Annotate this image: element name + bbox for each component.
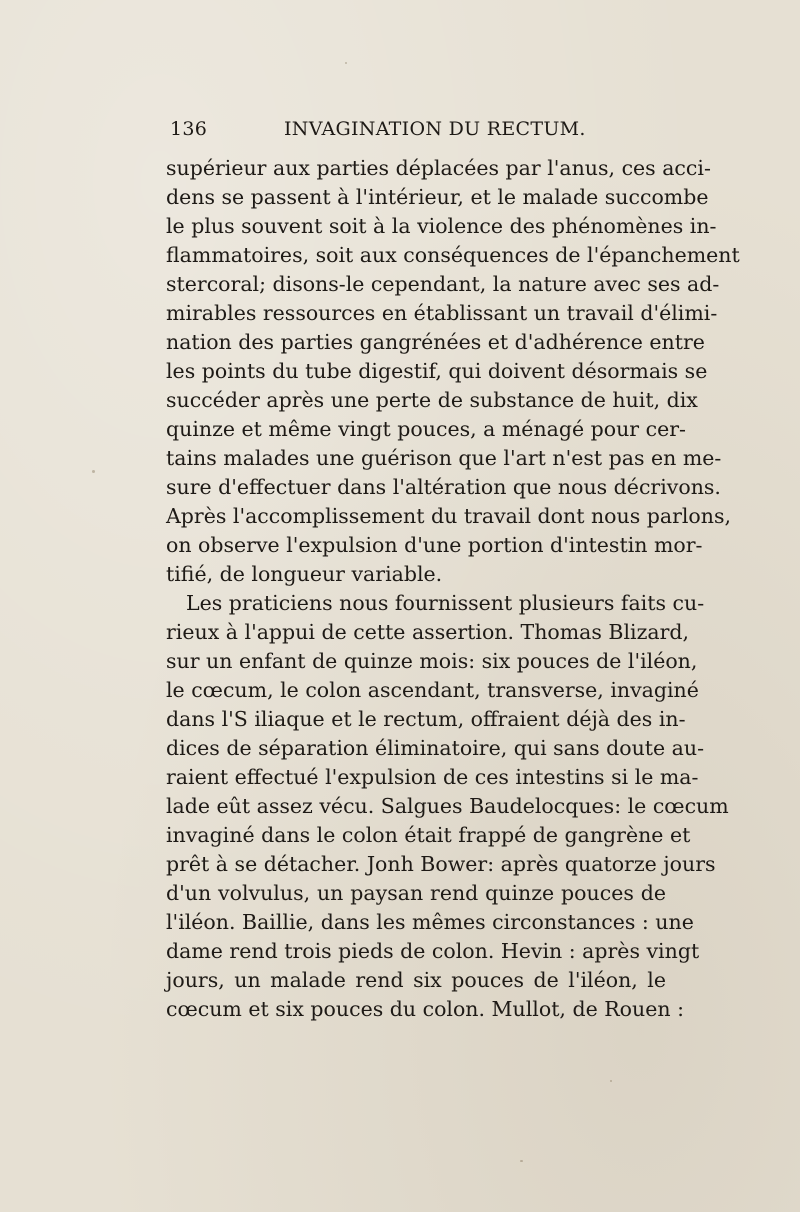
text-line: nation des parties gangrénées et d'adhérence entre	[166, 330, 705, 354]
text-line: sur un enfant de quinze mois: six pouces de l'iléon,	[166, 649, 698, 673]
text-line: cœcum et six pouces du colon. Mullot, de Rouen :	[166, 997, 684, 1021]
body-text	[166, 154, 740, 1024]
text-line: jours, un malade rend six pouces de l'iléon, le	[166, 968, 666, 992]
paper-speck	[520, 1160, 523, 1162]
text-line: raient effectué l'expulsion de ces intestins si le ma-	[166, 765, 699, 789]
text-line: succéder après une perte de substance de huit, dix	[166, 388, 698, 412]
text-line: dame rend trois pieds de colon. Hevin : après vingt	[166, 939, 700, 963]
paper-speck	[92, 470, 95, 473]
text-line: sure d'effectuer dans l'altération que nous décrivons.	[166, 475, 721, 499]
text-line: supérieur aux parties déplacées par l'anus, ces acci-	[166, 156, 711, 180]
text-line: prêt à se détacher. Jonh Bower: après quatorze jours	[166, 852, 716, 876]
text-line: Après l'accomplissement du travail dont nous parlons,	[166, 504, 732, 528]
paper-speck	[345, 62, 347, 64]
text-line: dans l'S iliaque et le rectum, offraient déjà des in-	[166, 707, 686, 731]
text-line: les points du tube digestif, qui doivent désormais se	[166, 359, 708, 383]
text-line: dens se passent à l'intérieur, et le malade succombe	[166, 185, 709, 209]
running-head	[166, 116, 666, 146]
text-line: dices de séparation éliminatoire, qui sans doute au-	[166, 736, 705, 760]
paragraph-start-line: Les praticiens nous fournissent plusieurs faits cu-	[186, 591, 705, 615]
text-line: mirables ressources en établissant un travail d'élimi-	[166, 301, 718, 325]
text-line: lade eût assez vécu. Salgues Baudelocques: le cœcum	[166, 794, 729, 818]
text-line: le plus souvent soit à la violence des phénomènes in-	[166, 214, 717, 238]
text-line: tains malades une guérison que l'art n'est pas en me-	[166, 446, 722, 470]
text-line: quinze et même vingt pouces, a ménagé pour cer-	[166, 417, 686, 441]
text-line: le cœcum, le colon ascendant, transverse, invaginé	[166, 678, 699, 702]
page-number: 136	[170, 118, 208, 140]
text-line: d'un volvulus, un paysan rend quinze pouces de	[166, 881, 666, 905]
text-line: stercoral; disons-le cependant, la nature avec ses ad-	[166, 272, 720, 296]
text-line: flammatoires, soit aux conséquences de l'épanchement	[166, 243, 740, 267]
text-line: tifié, de longueur variable.	[166, 562, 443, 586]
text-line: l'iléon. Baillie, dans les mêmes circonstances : une	[166, 910, 694, 934]
text-line: on observe l'expulsion d'une portion d'intestin mor-	[166, 533, 703, 557]
text-line: invaginé dans le colon était frappé de gangrène et	[166, 823, 691, 847]
text-line: rieux à l'appui de cette assertion. Thomas Blizard,	[166, 620, 690, 644]
paper-speck	[610, 1080, 612, 1082]
running-title: INVAGINATION DU RECTUM.	[284, 118, 586, 140]
